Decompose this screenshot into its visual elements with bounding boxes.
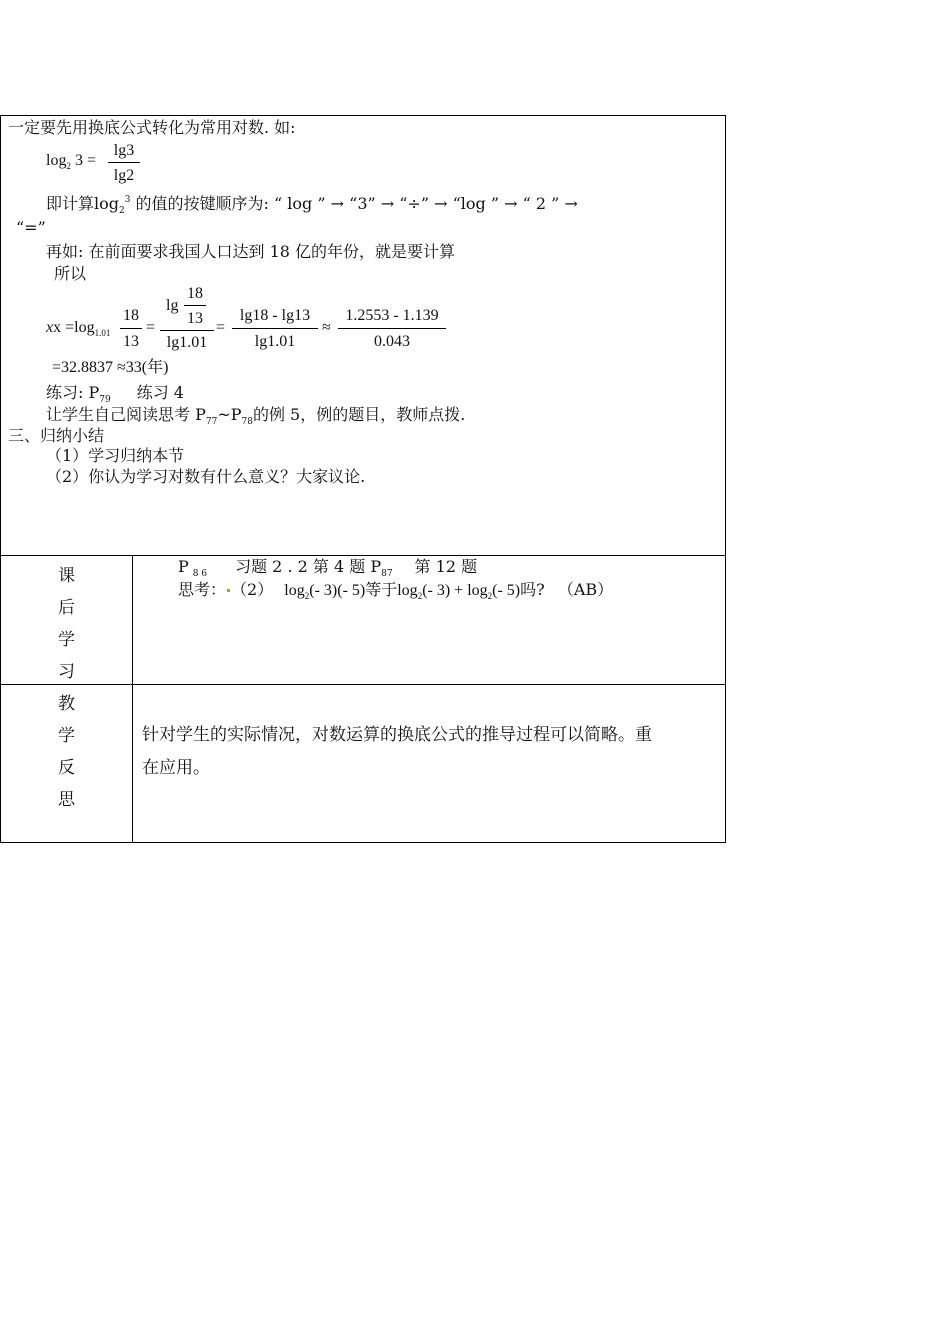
intro-text: 一定要先用换底公式转化为常用对数. 如: [8,118,296,137]
formula2-x: xx $=\log_{1.01}$ [46,319,111,338]
formula2-approx: ≈ [322,319,331,336]
row-divider-1 [0,555,726,556]
formula1-denominator: lg2 [113,167,135,184]
reflection-label-4: 思 [58,790,75,810]
result-line: =32.8837 ≈33(年) [52,359,169,376]
reflection-text-2: 在应用。 [142,758,210,778]
formula1-numerator: lg3 [113,142,135,159]
row-divider-2 [0,684,726,685]
formula2-eq1: = [146,319,156,336]
formula2-f4-bar [338,328,446,329]
formula2-f2-lg: lg [166,297,179,314]
summary-item-1: （1）学习归纳本节 [46,446,185,465]
formula2-f2-inner-bar [184,305,206,306]
formula2-f4-den: 0.043 [374,333,410,350]
after-class-label-1: 课 [58,566,75,586]
formula2-f1-den: 13 [123,333,139,350]
reflection-text-1: 针对学生的实际情况，对数运算的换底公式的推导过程可以简略。重 [142,725,652,745]
therefore-label: 所以 [54,264,87,283]
formula2-f2-inner-den: 13 [187,310,203,327]
formula2-f2-bar [160,330,214,331]
formula1-bar [108,162,140,163]
after-class-label-3: 学 [58,630,75,650]
formula2-f4-num: 1.2553 - 1.139 [345,307,439,324]
formula2-eq2: = [216,319,226,336]
reflection-label-3: 反 [58,758,75,778]
column-divider [132,555,133,843]
summary-item-2: （2）你认为学习对数有什么意义？大家议论. [46,467,366,486]
reading-line: 让学生自己阅读思考 $P_{77}\sim P_{78}$的例 5，例的题目，教师点拨. [46,405,466,427]
reflection-label-1: 教 [58,694,75,714]
thinking-line: 思考： （2） $\log_2(-$ 3)(- 5)等于$\log_2(-$ $3) + \log_2(-$ 5)吗? （AB） [178,580,614,601]
example-line: 再如: 在前面要求我国人口达到 18 亿的年份，就是要计算 [46,242,456,261]
homework-line: P $_{8 6}$ 习题 2 . 2 第 4 题 $P_{87}$ 第 12 题 [178,557,478,579]
formula1-lhs: $\log_2 3$ = [46,152,96,171]
formula2-f1-bar [120,328,142,329]
keys-end: “=” [16,218,46,237]
practice-line: 练习: $P_{79}$ 练习 4 [46,383,184,405]
after-class-label-2: 后 [58,598,75,618]
formula2-f2-den: lg1.01 [166,334,208,351]
formula2-f3-den: lg1.01 [254,333,296,350]
reflection-label-2: 学 [58,726,75,746]
section-3-heading: 三、归纳小结 [8,426,105,445]
formula2-f3-bar [232,328,318,329]
formula2-f1-num: 18 [123,307,139,324]
keys-line: 即计算$\log_2^3$ 的值的按键顺序为: “ log ” → “3” → “÷” → “log ” → “ 2 ” → [46,194,578,216]
formula2-f3-num: lg18 - lg13 [239,307,311,324]
formula2-f2-inner-num: 18 [187,285,203,302]
after-class-label-4: 习 [58,662,75,682]
